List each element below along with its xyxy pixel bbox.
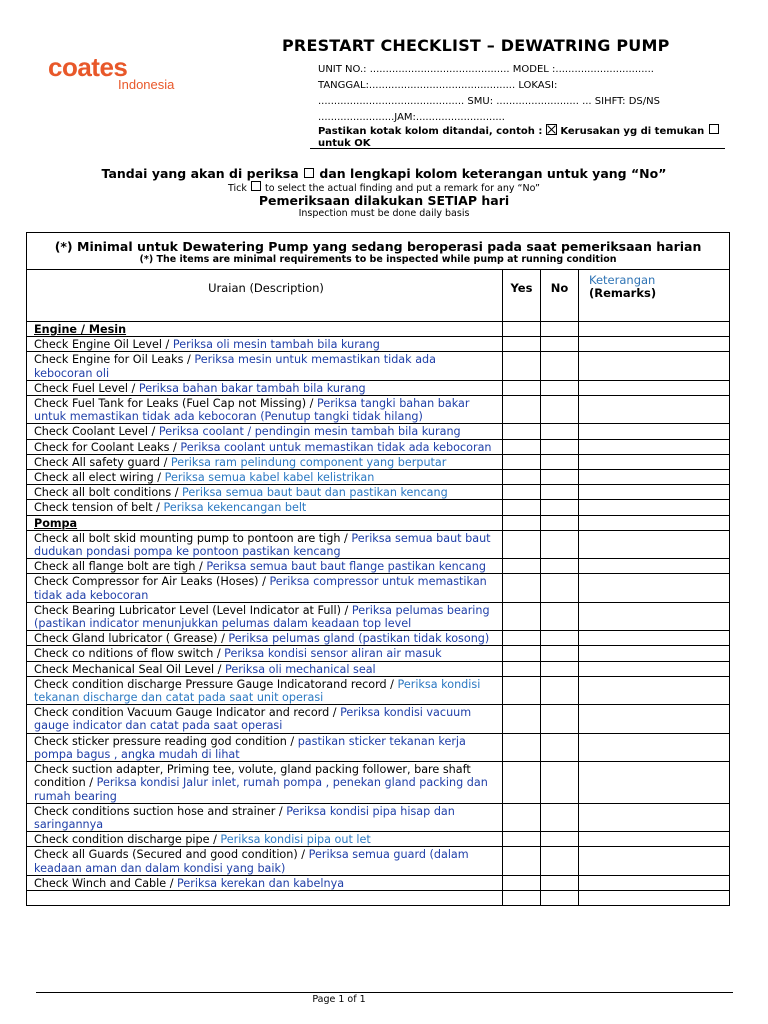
checklist-item	[27, 847, 730, 875]
item-description-id: Periksa pelumas bearing (pastikan indicator menunjukkan pelumas dalam keadaan top level	[34, 603, 490, 631]
item-description-id: pastikan sticker tekanan kerja pompa bagus , angka mudah di lihat	[34, 734, 466, 761]
checklist-item	[27, 602, 730, 630]
no-cell[interactable]	[541, 574, 579, 602]
no-cell[interactable]	[541, 470, 579, 485]
item-description-en: Check conditions suction hose and strainer /	[34, 804, 287, 818]
no-cell[interactable]	[541, 631, 579, 646]
daily-instruction-en: Inspection must be done daily basis	[298, 208, 470, 219]
no-cell[interactable]	[541, 705, 579, 733]
remarks-cell[interactable]	[579, 470, 730, 485]
yes-cell[interactable]	[503, 515, 541, 530]
no-cell[interactable]	[541, 875, 579, 890]
checklist-item	[27, 574, 730, 602]
no-cell[interactable]	[541, 515, 579, 530]
item-description-en: Check Compressor for Air Leaks (Hoses) /	[34, 575, 270, 589]
item-description-id: Periksa oli mechanical seal	[224, 662, 376, 676]
item-description-id: Periksa tangki bahan bakar untuk memastikan tidak ada kebocoran (Penutup tangki tidak hilang)	[34, 397, 470, 424]
remarks-cell[interactable]	[579, 439, 730, 454]
instruction-en: Tick to select the actual finding and put a remark for any “No”	[228, 183, 540, 194]
item-description-id: Periksa coolant untuk memastikan tidak ada kebocoran	[180, 440, 492, 454]
item-description-id: Periksa semua baut baut flange pastikan kencang	[206, 560, 486, 574]
item-description-en: Check Bearing Lubricator Level (Level Indicator at Full) /	[34, 603, 352, 617]
remarks-cell[interactable]	[579, 559, 730, 574]
remarks-cell[interactable]	[579, 803, 730, 831]
yes-cell[interactable]	[503, 602, 541, 630]
no-cell[interactable]	[541, 803, 579, 831]
description-cell	[27, 875, 503, 890]
yes-cell[interactable]	[503, 661, 541, 676]
no-cell[interactable]	[541, 890, 579, 905]
note-example-label: Pastikan kotak kolom ditandai, contoh :	[318, 126, 543, 137]
yes-cell[interactable]	[503, 762, 541, 804]
item-description-en: Check co nditions of flow switch /	[34, 647, 225, 661]
item-description-en: Check Gland lubricator ( Grease) /	[34, 632, 229, 646]
description-cell	[27, 424, 503, 439]
description-cell	[27, 574, 503, 602]
minimum-subtitle: (*) The items are minimal requirements to be inspected while pump at running condition	[139, 254, 617, 265]
checklist-item	[27, 559, 730, 574]
logo-brand: coates	[48, 52, 128, 82]
empty-box-icon	[709, 124, 719, 134]
yes-cell[interactable]	[503, 485, 541, 500]
remarks-cell[interactable]	[579, 515, 730, 530]
no-cell[interactable]	[541, 439, 579, 454]
item-description-en: Check Fuel Level /	[34, 381, 139, 395]
remarks-cell[interactable]	[579, 602, 730, 630]
page-number: Page 1 of 1	[312, 994, 366, 1005]
checklist-item	[27, 762, 730, 804]
item-description-id: Periksa kerekan dan kabelnya	[177, 876, 345, 890]
yes-cell[interactable]	[503, 803, 541, 831]
remarks-cell[interactable]	[579, 705, 730, 733]
item-description-en: Check Fuel Tank for Leaks (Fuel Cap not Missing) /	[34, 397, 317, 411]
remarks-cell[interactable]	[579, 530, 730, 558]
item-description-en: Check sticker pressure reading god condition /	[34, 734, 298, 748]
yes-cell[interactable]	[503, 352, 541, 380]
checklist-item	[27, 661, 730, 676]
no-cell[interactable]	[541, 454, 579, 469]
footer-divider	[36, 992, 733, 993]
item-description-id: Periksa mesin untuk memastikan tidak ada kebocoran oli	[34, 353, 437, 380]
section-row	[27, 322, 730, 337]
description-cell	[27, 559, 503, 574]
description-cell	[27, 485, 503, 500]
item-description-en: Check Engine Oil Level /	[34, 338, 173, 352]
remarks-cell[interactable]	[579, 574, 730, 602]
checklist-item	[27, 803, 730, 831]
item-description-id: Periksa oli mesin tambah bila kurang	[172, 338, 380, 352]
remarks-cell[interactable]	[579, 424, 730, 439]
checklist-item	[27, 485, 730, 500]
item-description-id: Periksa pelumas gland (pastikan tidak kosong)	[228, 632, 490, 646]
no-cell[interactable]	[541, 832, 579, 847]
item-description-en: Check Mechanical Seal Oil Level /	[34, 662, 225, 676]
description-cell	[27, 803, 503, 831]
checklist-item	[27, 396, 730, 424]
description-cell	[27, 733, 503, 761]
item-description-id: Periksa bahan bakar tambah bila kurang	[138, 381, 366, 395]
yes-cell[interactable]	[503, 847, 541, 875]
no-cell[interactable]	[541, 847, 579, 875]
section-row	[27, 515, 730, 530]
page-title: PRESTART CHECKLIST – DEWATRING PUMP	[282, 36, 670, 55]
yes-cell[interactable]	[503, 890, 541, 905]
item-description-id: Periksa kondisi tekanan discharge dan catat pada saat unit operasi	[34, 677, 481, 705]
description-cell	[27, 890, 503, 905]
yes-cell[interactable]	[503, 705, 541, 733]
description-cell	[27, 530, 503, 558]
remarks-cell[interactable]	[579, 454, 730, 469]
description-cell	[27, 470, 503, 485]
item-description-en: Check all elect wiring /	[34, 471, 165, 485]
remarks-cell[interactable]	[579, 661, 730, 676]
yes-cell[interactable]	[503, 875, 541, 890]
yes-cell[interactable]	[503, 337, 541, 352]
coates-logo	[48, 54, 174, 92]
checkbox-note	[318, 124, 720, 150]
description-cell	[27, 646, 503, 661]
no-cell[interactable]	[541, 559, 579, 574]
description-cell	[27, 396, 503, 424]
no-cell[interactable]	[541, 396, 579, 424]
checklist-item	[27, 705, 730, 733]
item-description-id: Periksa kondisi vacuum gauge indicator dan catat pada saat operasi	[34, 706, 472, 733]
unit-model-field[interactable]: UNIT NO.: ............................................ MODEL :...............................	[318, 64, 654, 75]
yes-cell[interactable]	[503, 530, 541, 558]
item-description-en: Check All safety guard /	[34, 455, 171, 469]
yes-cell[interactable]	[503, 322, 541, 337]
checklist-item	[27, 337, 730, 352]
checklist-item	[27, 875, 730, 890]
no-cell[interactable]	[541, 352, 579, 380]
description-cell	[27, 832, 503, 847]
remarks-cell[interactable]	[579, 875, 730, 890]
item-description-id: Periksa kondisi sensor aliran air masuk	[224, 647, 442, 661]
description-cell	[27, 631, 503, 646]
item-description-en: Check all bolt skid mounting pump to pontoon are tigh /	[34, 531, 352, 545]
yes-cell[interactable]	[503, 439, 541, 454]
no-cell[interactable]	[541, 380, 579, 395]
remarks-cell[interactable]	[579, 762, 730, 804]
item-description-en: Check Winch and Cable /	[34, 876, 178, 890]
checklist-item	[27, 631, 730, 646]
item-description-id: Periksa compressor untuk memastikan tidak ada kebocoran	[34, 575, 487, 602]
description-cell	[27, 676, 503, 704]
checklist-table	[26, 232, 730, 906]
checklist-item	[27, 676, 730, 704]
yes-cell[interactable]	[503, 646, 541, 661]
section-title: Engine / Mesin	[34, 323, 127, 336]
date-location-field[interactable]: TANGGAL:.............................................. LOKASI:	[318, 80, 558, 91]
yes-header: Yes	[503, 270, 541, 322]
item-description-en: Check all Guards (Secured and good condition) /	[34, 848, 309, 862]
no-cell[interactable]	[541, 733, 579, 761]
column-headers	[27, 270, 730, 322]
remarks-cell[interactable]	[579, 890, 730, 905]
time-field[interactable]: ........................JAM:............................	[318, 112, 505, 123]
yes-cell[interactable]	[503, 380, 541, 395]
no-cell[interactable]	[541, 530, 579, 558]
yes-cell[interactable]	[503, 396, 541, 424]
minimum-title: (*) Minimal untuk Dewatering Pump yang sedang beroperasi pada saat pemeriksaan harian	[54, 239, 702, 254]
checklist-item	[27, 352, 730, 380]
section-title: Pompa	[34, 516, 78, 530]
header-fields	[310, 58, 725, 149]
checklist-item	[27, 454, 730, 469]
item-description-en: Check condition discharge Pressure Gauge Indicatorand record /	[34, 677, 398, 691]
remarks-cell[interactable]	[579, 322, 730, 337]
remarks-cell[interactable]	[579, 352, 730, 380]
item-description-id: Periksa kondisi pipa out let	[220, 833, 371, 847]
description-header: Uraian (Description)	[27, 270, 503, 322]
item-description-id: Periksa semua baut baut dan pastikan kencang	[182, 486, 448, 500]
tick-box-icon	[304, 168, 314, 178]
item-description-en: Check Engine for Oil Leaks /	[34, 353, 195, 367]
yes-cell[interactable]	[503, 424, 541, 439]
item-description-id: Periksa kekencangan belt	[163, 501, 307, 515]
tick-box-icon	[251, 181, 261, 191]
checked-box-icon	[546, 124, 557, 135]
item-description-en: Check Coolant Level /	[34, 425, 159, 439]
no-cell[interactable]	[541, 762, 579, 804]
yes-cell[interactable]	[503, 559, 541, 574]
item-description-id: Periksa semua kabel kabel kelistrikan	[164, 471, 375, 485]
checklist-item	[27, 646, 730, 661]
description-cell	[27, 705, 503, 733]
daily-instruction-id: Pemeriksaan dilakukan SETIAP hari	[258, 193, 510, 208]
description-cell	[27, 337, 503, 352]
no-cell[interactable]	[541, 337, 579, 352]
logo-subtitle: Indonesia	[118, 77, 175, 92]
remarks-cell[interactable]	[579, 676, 730, 704]
yes-cell[interactable]	[503, 470, 541, 485]
no-cell[interactable]	[541, 322, 579, 337]
remarks-cell[interactable]	[579, 646, 730, 661]
no-cell[interactable]	[541, 676, 579, 704]
remarks-cell[interactable]	[579, 337, 730, 352]
checklist-item	[27, 733, 730, 761]
remarks-header: Keterangan (Remarks)	[579, 270, 730, 322]
description-cell	[27, 762, 503, 804]
smu-shift-field[interactable]: .............................................. SMU: .......................... ... SIHFT: DS/NS	[318, 96, 660, 107]
note-ok-label: untuk OK	[318, 138, 371, 149]
instruction-id: Tandai yang akan di periksa dan lengkapi kolom keterangan untuk yang “No”	[101, 166, 667, 181]
remarks-cell[interactable]	[579, 631, 730, 646]
checklist-item	[27, 439, 730, 454]
yes-cell[interactable]	[503, 676, 541, 704]
no-cell[interactable]	[541, 485, 579, 500]
description-cell	[27, 439, 503, 454]
yes-cell[interactable]	[503, 574, 541, 602]
blank-row	[27, 890, 730, 905]
no-cell[interactable]	[541, 602, 579, 630]
yes-cell[interactable]	[503, 631, 541, 646]
description-cell	[27, 515, 503, 530]
description-cell	[27, 454, 503, 469]
description-cell	[27, 352, 503, 380]
description-cell	[27, 661, 503, 676]
item-description-id: Periksa kondisi Jalur inlet, rumah pompa , penekan gland packing dan rumah bearing	[34, 776, 488, 803]
item-description-id: Periksa ram pelindung component yang berputar	[170, 455, 447, 469]
yes-cell[interactable]	[503, 733, 541, 761]
note-defect-label: Kerusakan yg di temukan	[560, 126, 705, 137]
no-cell[interactable]	[541, 661, 579, 676]
checklist-item	[27, 424, 730, 439]
item-description-en: Check all bolt conditions /	[34, 486, 183, 500]
no-header: No	[541, 270, 579, 322]
remarks-cell[interactable]	[579, 396, 730, 424]
checklist-item	[27, 470, 730, 485]
yes-cell[interactable]	[503, 500, 541, 515]
item-description-en: Check suction adapter, Priming tee, volute, gland packing follower, bare shaft condition /	[34, 763, 471, 790]
minimum-requirement-header	[27, 233, 730, 270]
description-cell	[27, 500, 503, 515]
item-description-en: Check condition discharge pipe /	[34, 833, 221, 847]
yes-cell[interactable]	[503, 454, 541, 469]
remarks-cell[interactable]	[579, 832, 730, 847]
item-description-en: Check tension of belt /	[34, 501, 164, 515]
checklist-item	[27, 832, 730, 847]
item-description-en: Check all flange bolt are tigh /	[34, 560, 207, 574]
description-cell	[27, 847, 503, 875]
no-cell[interactable]	[541, 500, 579, 515]
item-description-en: Check condition Vacuum Gauge Indicator and record /	[34, 706, 341, 720]
item-description-id: Periksa coolant / pendingin mesin tambah bila kurang	[158, 425, 461, 439]
checklist-item	[27, 500, 730, 515]
yes-cell[interactable]	[503, 832, 541, 847]
item-description-id: Periksa semua baut baut dudukan pondasi pompa ke pontoon pastikan kencang	[34, 531, 491, 559]
remarks-cell[interactable]	[579, 500, 730, 515]
item-description-id: Periksa kondisi pipa hisap dan saringannya	[34, 804, 455, 831]
remarks-cell[interactable]	[579, 733, 730, 761]
no-cell[interactable]	[541, 424, 579, 439]
checklist-item	[27, 380, 730, 395]
item-description-id: Periksa semua guard (dalam keadaan aman dan dalam kondisi yang baik)	[34, 848, 469, 875]
description-cell	[27, 380, 503, 395]
description-cell	[27, 602, 503, 630]
checklist-item	[27, 530, 730, 558]
item-description-en: Check for Coolant Leaks /	[34, 440, 181, 454]
description-cell	[27, 322, 503, 337]
remarks-cell[interactable]	[579, 847, 730, 875]
no-cell[interactable]	[541, 646, 579, 661]
remarks-cell[interactable]	[579, 380, 730, 395]
remarks-cell[interactable]	[579, 485, 730, 500]
